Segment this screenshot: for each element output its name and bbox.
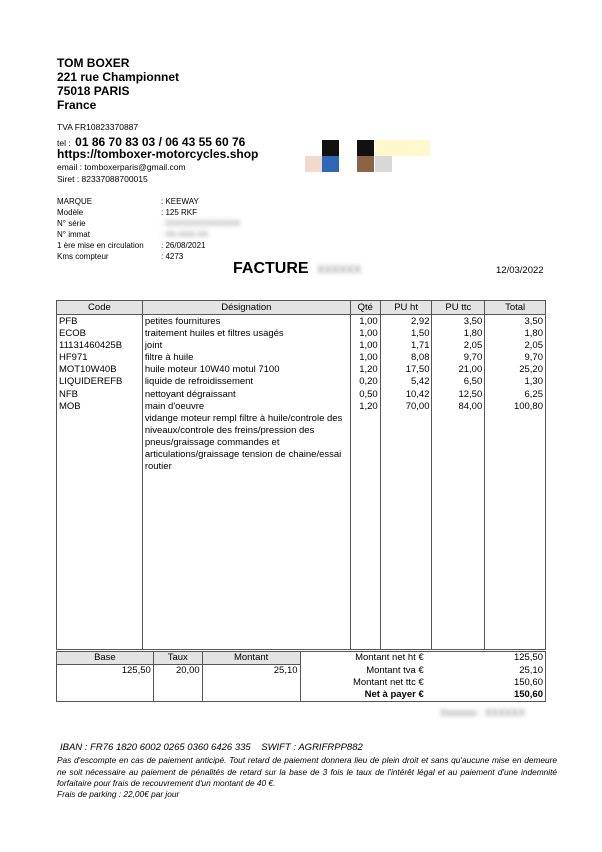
tva-base-value: 125,50 bbox=[57, 665, 154, 678]
vehicle-value: : KEEWAY bbox=[161, 197, 199, 206]
line-total: 6,25 bbox=[524, 388, 543, 400]
vehicle-label: MARQUE bbox=[57, 197, 93, 206]
vehicle-label: N° immat bbox=[57, 230, 90, 239]
column-header: Code bbox=[57, 301, 143, 315]
vehicle-row bbox=[57, 218, 240, 229]
company-email: email : tomboxerparis@gmail.com bbox=[57, 162, 186, 172]
tel-label: tel : bbox=[57, 138, 71, 148]
line-designation: petites fournitures bbox=[144, 316, 221, 327]
line-total: 100,80 bbox=[513, 400, 543, 412]
footer-notice: Pas d'escompte en cas de paiement anticipé. Tout retard de paiement donnera lieu de plein droit et sans qu'aucune mise en demeure ne soit nécessaire au paiement de pénalités de retard sur la base de 3 fois le taux de l'intérêt légal et au paiement d'une indemnité forfaitaire pour frais de recouvrement d'un montant de 40 €. bbox=[57, 755, 557, 788]
company-logo bbox=[305, 138, 435, 174]
net-to-pay-value: 150,60 bbox=[426, 689, 546, 702]
vehicle-label: 1 ère mise en circulation bbox=[57, 241, 144, 250]
logo-block bbox=[375, 156, 392, 172]
invoice-title-line bbox=[233, 260, 361, 278]
company-street: 221 rue Championnet bbox=[57, 70, 180, 84]
tva-rate-value: 20,00 bbox=[153, 665, 202, 678]
tva-amount-value: 25,10 bbox=[202, 665, 300, 678]
vehicle-label: N° série bbox=[57, 219, 86, 228]
invoice-number: XXXXXX bbox=[317, 264, 362, 276]
line-qte: 0,20 bbox=[359, 376, 378, 388]
line-pu-ttc: 3,50 bbox=[463, 316, 483, 327]
line-total: 25,20 bbox=[519, 364, 543, 376]
line-designation: huile moteur 10W40 motul 7100 bbox=[144, 364, 280, 376]
line-pu-ht: 2,92 bbox=[410, 316, 430, 327]
line-qte: 1,00 bbox=[359, 328, 378, 340]
vehicle-row bbox=[57, 240, 240, 251]
designation-column bbox=[142, 315, 350, 650]
tva-empty-cell bbox=[202, 689, 300, 702]
line-total: 1,80 bbox=[524, 328, 543, 340]
logo-block bbox=[305, 156, 322, 172]
logo-block bbox=[322, 156, 339, 172]
company-city: 75018 PARIS bbox=[57, 84, 130, 98]
line-designation: traitement huiles et filtres usagés bbox=[144, 328, 284, 340]
line-pu-ht: 5,42 bbox=[410, 376, 430, 388]
total-label: Montant net ttc € bbox=[300, 677, 426, 689]
line-designation: liquide de refroidissement bbox=[144, 376, 254, 388]
vehicle-value: : 26/08/2021 bbox=[161, 241, 206, 250]
vehicle-value: : XXXXXXXXXXXXXX bbox=[161, 219, 241, 228]
totals-table bbox=[56, 651, 546, 702]
line-total: 1,30 bbox=[524, 376, 543, 388]
vehicle-label: Kms compteur bbox=[57, 252, 109, 261]
total-label: Montant tva € bbox=[300, 665, 426, 678]
line-pu-ht: 17,50 bbox=[405, 364, 430, 376]
footer-iban: IBAN : FR76 1820 6002 0265 0360 6426 335 SWIFT : AGRIFRPP882 bbox=[60, 742, 363, 753]
total-label: Montant net ht € bbox=[300, 652, 426, 665]
vehicle-row bbox=[57, 251, 240, 262]
line-pu-ht: 1,71 bbox=[410, 340, 430, 352]
line-qte: 0,50 bbox=[359, 388, 378, 400]
column-header: Qté bbox=[350, 301, 380, 315]
line-designation: main d'oeuvre bbox=[144, 400, 205, 412]
line-qte: 1,00 bbox=[359, 340, 378, 352]
line-pu-ttc: 12,50 bbox=[458, 388, 483, 400]
line-designation: filtre à huile bbox=[144, 352, 194, 364]
line-code: HF971 bbox=[59, 352, 88, 364]
line-designation: nettoyant dégraissant bbox=[144, 388, 236, 400]
line-qte: 1,20 bbox=[359, 400, 378, 412]
line-qte: 1,00 bbox=[359, 316, 378, 327]
line-code: PFB bbox=[59, 316, 78, 327]
column-header: Désignation bbox=[142, 301, 350, 315]
footer-parking: Frais de parking : 22,00€ par jour bbox=[57, 789, 180, 799]
vehicle-value: : 125 RKF bbox=[161, 208, 198, 217]
logo-block bbox=[322, 140, 339, 156]
tva-empty-cell bbox=[153, 677, 202, 689]
tva-empty-cell bbox=[202, 677, 300, 689]
company-name: TOM BOXER bbox=[57, 56, 130, 70]
line-qte: 1,00 bbox=[359, 352, 378, 364]
line-total: 2,05 bbox=[524, 340, 543, 352]
line-pu-ht: 70,00 bbox=[405, 400, 430, 412]
pu-ht-column bbox=[380, 315, 432, 650]
line-pu-ttc: 9,70 bbox=[463, 352, 483, 364]
line-pu-ht: 10,42 bbox=[405, 388, 430, 400]
net-to-pay-label: Net à payer € bbox=[300, 689, 426, 702]
line-pu-ht: 8,08 bbox=[410, 352, 430, 364]
line-code: LIQUIDEREFB bbox=[59, 376, 123, 388]
invoice-date: 12/03/2022 bbox=[496, 265, 544, 276]
code-column bbox=[57, 315, 143, 650]
line-code: MOB bbox=[59, 400, 81, 412]
line-code: MOT10W40B bbox=[59, 364, 117, 376]
total-value: 150,60 bbox=[426, 677, 546, 689]
total-value: 25,10 bbox=[426, 665, 546, 678]
tva-amount-header: Montant bbox=[202, 652, 300, 665]
vehicle-row bbox=[57, 196, 240, 207]
tva-base-header: Base bbox=[57, 652, 154, 665]
line-qte: 1,20 bbox=[359, 364, 378, 376]
vehicle-value: : 4273 bbox=[161, 252, 184, 261]
line-pu-ht: 1,50 bbox=[410, 328, 430, 340]
signature-blur: Xxxxxxx : XXXXXX bbox=[440, 708, 526, 719]
company-tva: TVA FR10823370887 bbox=[57, 122, 139, 132]
line-total: 3,50 bbox=[524, 316, 543, 327]
vehicle-info bbox=[57, 196, 240, 262]
line-pu-ttc: 84,00 bbox=[458, 400, 483, 412]
column-header: Total bbox=[485, 301, 546, 315]
company-country: France bbox=[57, 98, 97, 112]
line-designation: joint bbox=[144, 340, 163, 352]
logo-block bbox=[357, 156, 374, 172]
vehicle-row bbox=[57, 207, 240, 218]
line-pu-ttc: 21,00 bbox=[458, 364, 483, 376]
line-pu-ttc: 6,50 bbox=[463, 376, 483, 388]
invoice-title: FACTURE bbox=[233, 260, 309, 277]
line-total: 9,70 bbox=[524, 352, 543, 364]
line-code: 11131460425B bbox=[59, 340, 123, 352]
items-table bbox=[56, 300, 546, 650]
company-phone: 01 86 70 83 03 / 06 43 55 60 76 bbox=[75, 135, 246, 149]
line-code: NFB bbox=[59, 388, 78, 400]
column-header: PU ttc bbox=[432, 301, 485, 315]
tva-empty-cell bbox=[153, 689, 202, 702]
labour-description: vidange moteur rempl filtre à huile/controle des niveaux/controle des freins/pression des pneus/graissage commandes et articulations/graissage tension de chaine/essai routier bbox=[144, 412, 343, 473]
logo-block bbox=[357, 140, 374, 156]
column-header: PU ht bbox=[380, 301, 432, 315]
qte-column bbox=[350, 315, 380, 650]
logo-block bbox=[375, 140, 430, 156]
line-pu-ttc: 1,80 bbox=[463, 328, 483, 340]
pu-ttc-column bbox=[432, 315, 485, 650]
tva-rate-header: Taux bbox=[153, 652, 202, 665]
tva-empty-cell bbox=[57, 689, 154, 702]
company-website: https://tomboxer-motorcycles.shop bbox=[57, 147, 259, 161]
line-code: ECOB bbox=[59, 328, 86, 340]
tva-empty-cell bbox=[57, 677, 154, 689]
vehicle-row bbox=[57, 229, 240, 240]
vehicle-value: : XX-XXX-XX bbox=[161, 230, 209, 239]
total-value: 125,50 bbox=[426, 652, 546, 665]
vehicle-label: Modèle bbox=[57, 208, 84, 217]
line-pu-ttc: 2,05 bbox=[463, 340, 483, 352]
company-siret: Siret : 82337088700015 bbox=[57, 174, 148, 184]
total-column bbox=[485, 315, 546, 650]
